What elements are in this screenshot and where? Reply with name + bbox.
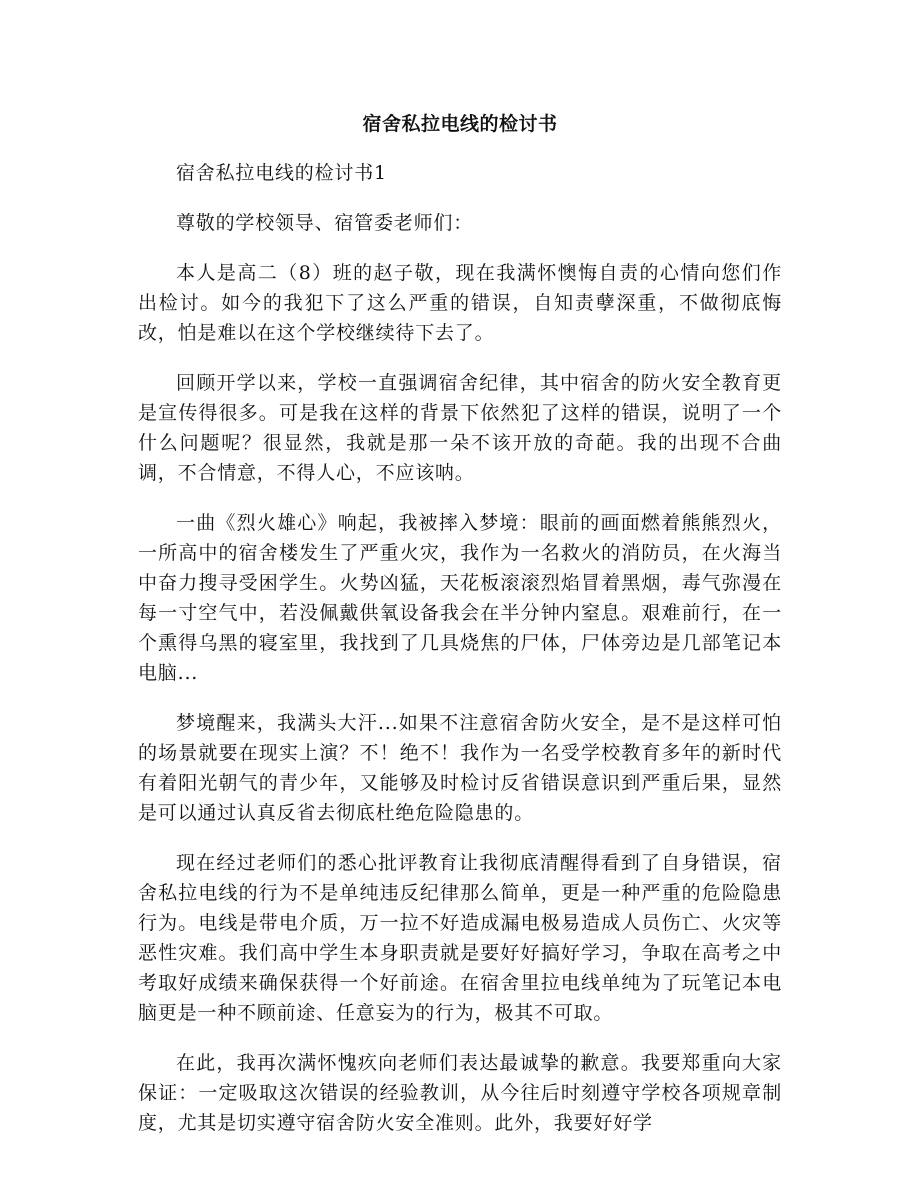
- document-body: [138, 158, 782, 1158]
- body-paragraph: 现在经过老师们的悉心批评教育让我彻底清醒得看到了自身错误，宿舍私拉电线的行为不是单纯违反纪律那么简单，更是一种严重的危险隐患行为。电线是带电介质，万一拉不好造成漏电极易造成人员伤亡、火灾等恶性灾难。我们高中学生本身职责就是要好好搞好学习，争取在高考之中考取好成绩来确保获得一个好前途。在宿舍里拉电线单纯为了玩笔记本电脑更是一种不顾前途、任意妄为的行为，极其不可取。: [138, 852, 782, 1024]
- body-paragraph: 回顾开学以来，学校一直强调宿舍纪律，其中宿舍的防火安全教育更是宣传得很多。可是我在这样的背景下依然犯了这样的错误，说明了一个什么问题呢？很显然，我就是那一朵不该开放的奇葩。我的出现不合曲调，不合情意，不得人心，不应该呐。: [138, 372, 782, 484]
- body-paragraph: 梦境醒来，我满头大汗...如果不注意宿舍防火安全，是不是这样可怕的场景就要在现实上演？不！绝不！我作为一名受学校教育多年的新时代有着阳光朝气的青少年，又能够及时检讨反省错误意识到严重后果，显然是可以通过认真反省去彻底杜绝危险隐患的。: [138, 712, 782, 824]
- document-title: 宿舍私拉电线的检讨书: [362, 113, 558, 135]
- body-paragraph: 在此，我再次满怀愧疚向老师们表达最诚挚的歉意。我要郑重向大家保证：一定吸取这次错误的经验教训，从今往后时刻遵守学校各项规章制度，尤其是切实遵守宿舍防火安全准则。此外，我要好好学: [138, 1052, 782, 1134]
- subtitle-paragraph: 宿舍私拉电线的检讨书1: [176, 162, 387, 184]
- body-paragraph: 本人是高二（8）班的赵子敬，现在我满怀懊悔自责的心情向您们作出检讨。如今的我犯下了这么严重的错误，自知责孽深重，不做彻底悔改，怕是难以在这个学校继续待下去了。: [138, 262, 782, 344]
- salutation-paragraph: 尊敬的学校领导、宿管委老师们：: [176, 212, 474, 234]
- body-paragraph: 一曲《烈火雄心》响起，我被摔入梦境：眼前的画面燃着熊熊烈火，一所高中的宿舍楼发生了严重火灾，我作为一名救火的消防员，在火海当中奋力搜寻受困学生。火势凶猛，天花板滚滚烈焰冒着黑烟，毒气弥漫在每一寸空气中，若没佩戴供氧设备我会在半分钟内窒息。艰难前行，在一个熏得乌黑的寝室里，我找到了几具烧焦的尸体，尸体旁边是几部笔记本电脑...: [138, 512, 782, 684]
